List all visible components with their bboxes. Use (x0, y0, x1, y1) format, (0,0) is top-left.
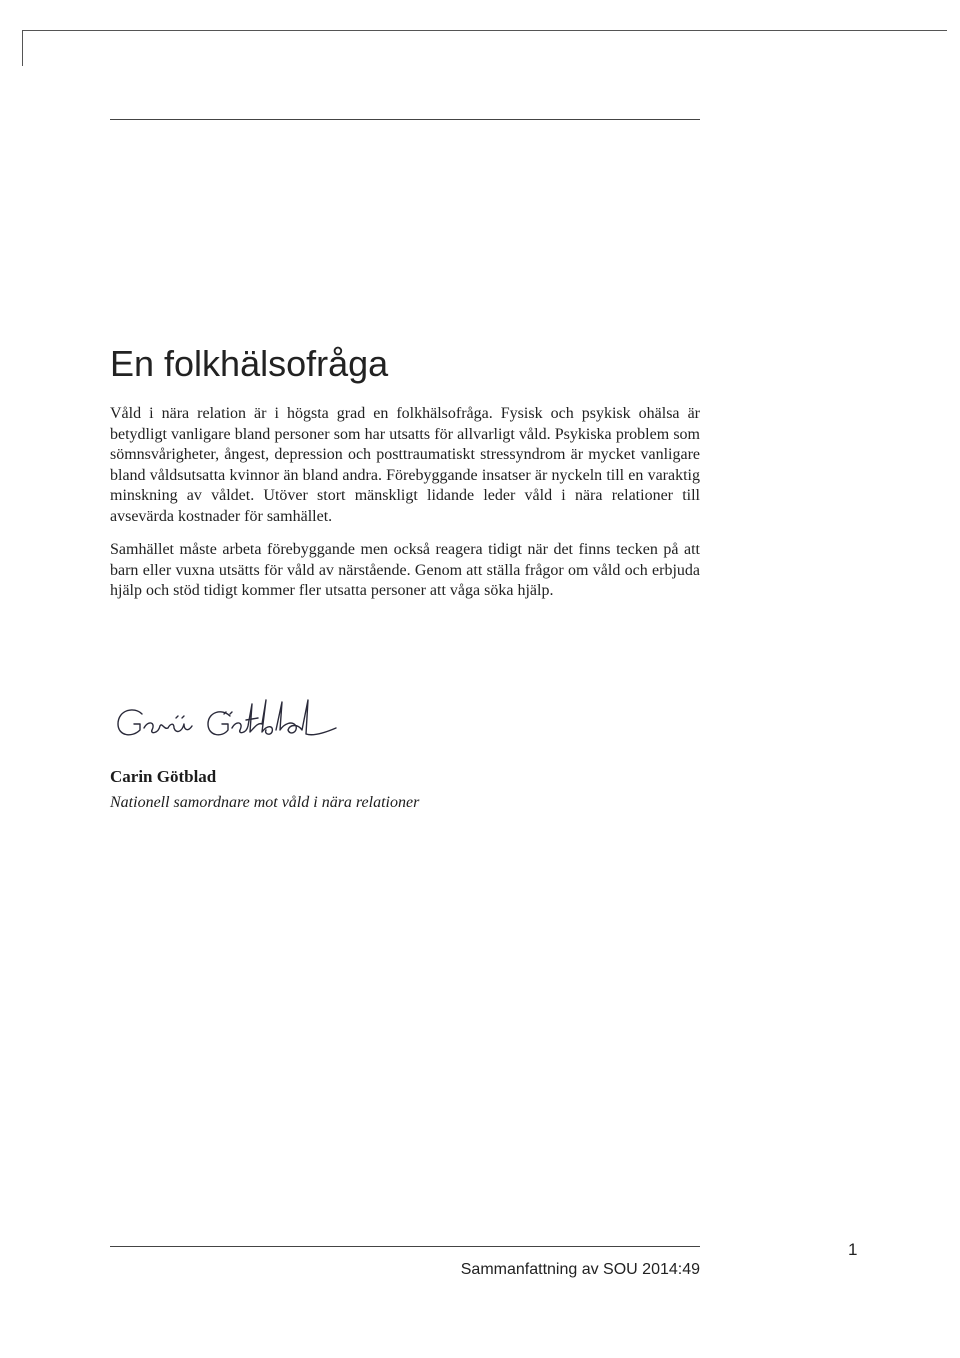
scan-edge-left (22, 30, 23, 66)
handwritten-signature (112, 694, 372, 754)
signer-name: Carin Götblad (110, 767, 217, 786)
footer-rule (110, 1246, 700, 1247)
page-number: 1 (848, 1240, 858, 1259)
signer-role: Nationell samordnare mot våld i nära relationer (110, 794, 420, 811)
page-title: En folkhälsofråga (110, 343, 389, 384)
footer-document-title: Sammanfattning av SOU 2014:49 (460, 1261, 700, 1278)
body-paragraph-2: Samhället måste arbeta förebyggande men också reagera tidigt när det finns tecken på att barn eller vuxna utsätts för våld av närstående. Genom att ställa frågor om våld och erbjuda hjälp och stöd tidigt kommer fler utsatta personer att våga söka hjälp. (110, 541, 700, 599)
scan-edge-top (22, 30, 947, 31)
header-rule (110, 119, 700, 120)
body-paragraph-1: Våld i nära relation är i högsta grad en folkhälsofråga. Fysisk och psykisk ohälsa är betydligt vanligare bland personer som har utsatts för allvarligt våld. Psykiska problem som sömnsvårigheter, ångest, depression och posttraumatiskt stressyndrom är mycket vanligare bland våldsutsatta kvinnor än bland andra. Förebyggande insatser är nyckeln till en varaktig minskning av våldet. Utöver stort mänskligt lidande leder våld i nära relationer till avsevärda kostnader för samhället. (110, 405, 700, 525)
